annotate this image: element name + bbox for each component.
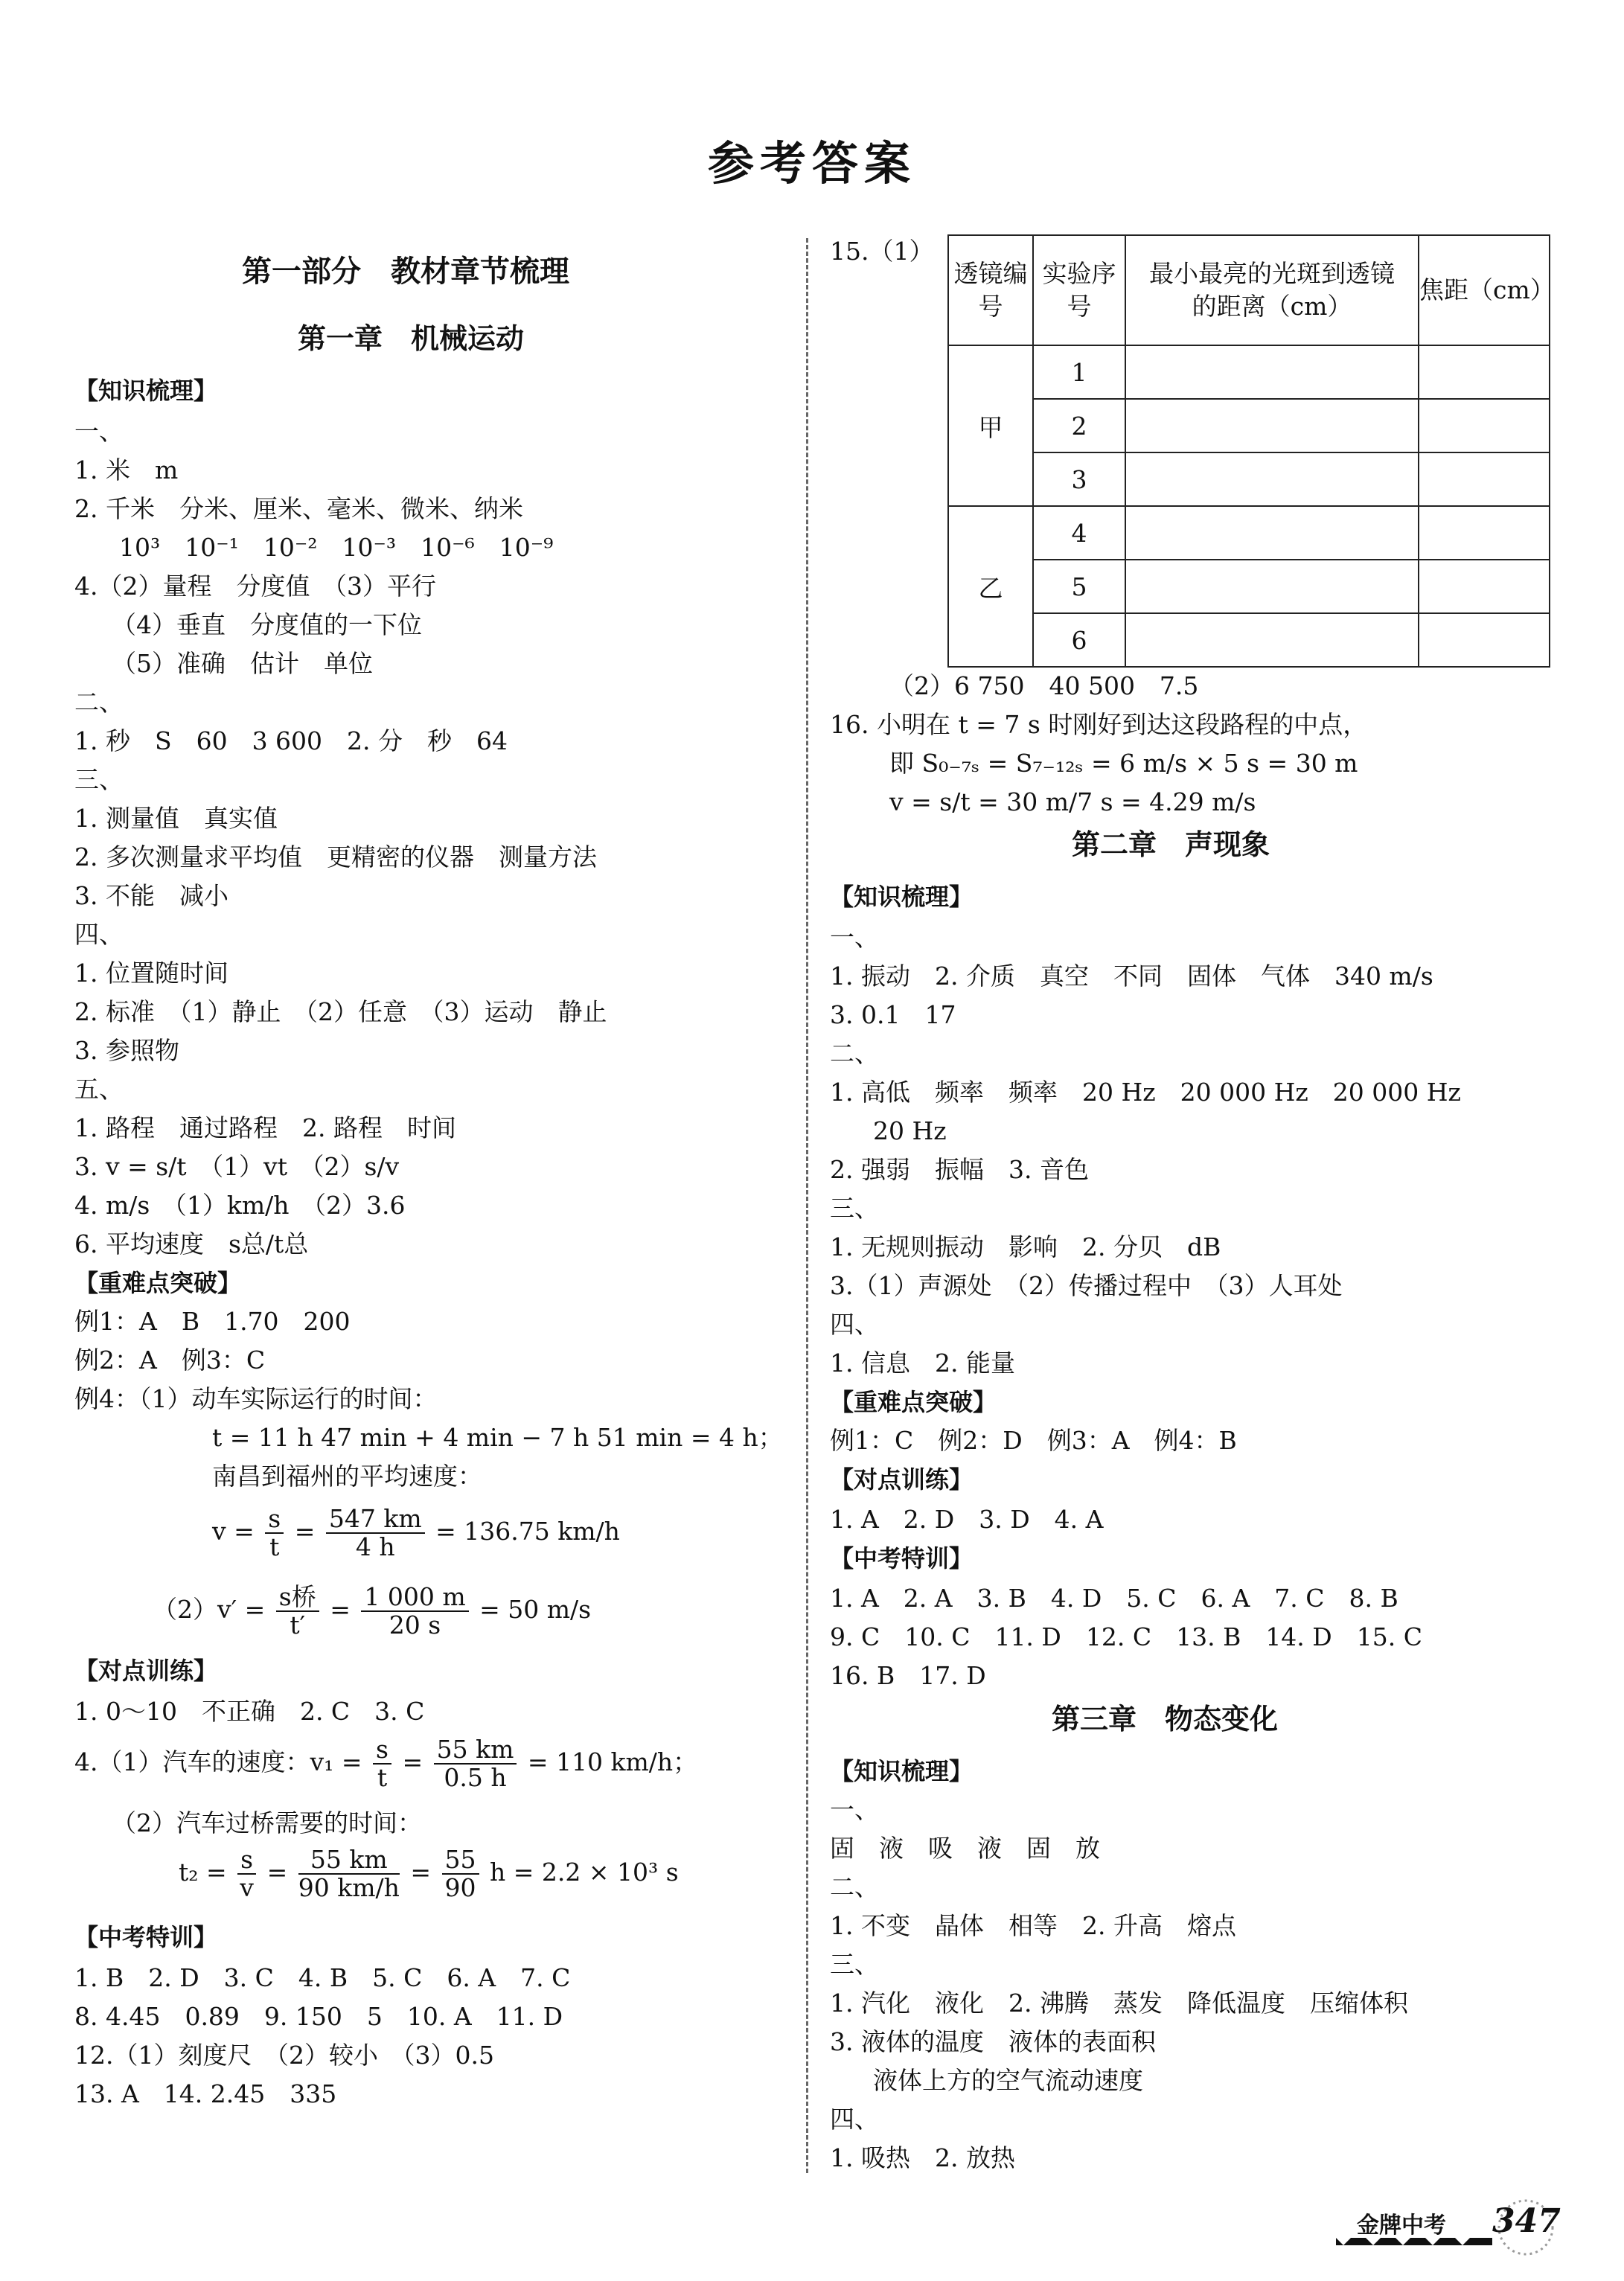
- text-line: 一、: [74, 417, 124, 446]
- text-line: （4）垂直 分度值的一下位: [112, 610, 422, 639]
- text-line: 2. 千米 分米、厘米、毫米、微米、纳米: [74, 494, 523, 523]
- text-line: 四、: [830, 2105, 879, 2134]
- text-line: 1. 高低 频率 频率 20 Hz 20 000 Hz 20 000 Hz: [830, 1078, 1461, 1107]
- text-line: t = 11 h 47 min + 4 min − 7 h 51 min = 4 h；: [212, 1423, 783, 1452]
- equation: 4.（1）汽车的速度：v₁ = $\frac{s}{t}$ = $\frac{55 km}{0.5 h}$ = 110 km/h；: [74, 1735, 698, 1792]
- table-cell: [1419, 613, 1550, 667]
- page-footer: [1336, 2199, 1559, 2262]
- text-line: 三、: [74, 765, 124, 794]
- table-cell: [1125, 452, 1419, 506]
- section-label: 【重难点突破】: [830, 1388, 997, 1416]
- text-line: 3. v = s/t （1）vt （2）s/v: [74, 1152, 400, 1181]
- text-line: 四、: [830, 1310, 879, 1339]
- table-cell: [1125, 506, 1419, 560]
- chapter-heading: 第一章 机械运动: [298, 321, 525, 355]
- text-line: 1. A 2. D 3. D 4. A: [830, 1505, 1104, 1534]
- text-line: 二、: [830, 1039, 879, 1068]
- text-line: 1. 不变 晶体 相等 2. 升高 熔点: [830, 1911, 1236, 1940]
- section-label: 【知识梳理】: [74, 377, 218, 405]
- footer-brand: 金牌中考: [1357, 2213, 1446, 2239]
- text-line: 1. 汽化 液化 2. 沸腾 蒸发 降低温度 压缩体积: [830, 1989, 1408, 2018]
- text-line: 南昌到福州的平均速度：: [212, 1462, 482, 1491]
- text-line: 1. 测量值 真实值: [74, 804, 278, 833]
- text-line: 2. 标准 （1）静止 （2）任意 （3）运动 静止: [74, 997, 607, 1026]
- text-line: 3.（1）声源处 （2）传播过程中 （3）人耳处: [830, 1271, 1343, 1300]
- lens-table: [947, 234, 1555, 668]
- text-line: 1. A 2. A 3. B 4. D 5. C 6. A 7. C 8. B: [830, 1584, 1398, 1613]
- text-line: 1. B 2. D 3. C 4. B 5. C 6. A 7. C: [74, 1963, 571, 1992]
- part-heading: 第一部分 教材章节梳理: [242, 254, 569, 289]
- text-line: 8. 4.45 0.89 9. 150 5 10. A 11. D: [74, 2002, 563, 2031]
- text-line: 例1：A B 1.70 200: [74, 1307, 351, 1336]
- text-line: 四、: [74, 920, 124, 949]
- table-cell: [1419, 399, 1550, 452]
- text-line: 1. 0～10 不正确 2. C 3. C: [74, 1697, 425, 1726]
- text-line: 即 S₀₋₇ₛ = S₇₋₁₂ₛ = 6 m/s × 5 s = 30 m: [889, 749, 1358, 778]
- table-cell: [1419, 345, 1550, 399]
- text-line: 二、: [74, 688, 124, 717]
- table-cell: [1419, 506, 1550, 560]
- table-header: 透镜编号: [948, 235, 1033, 345]
- text-line: （2）汽车过桥需要的时间：: [112, 1808, 422, 1837]
- text-line: 2. 多次测量求平均值 更精密的仪器 测量方法: [74, 842, 597, 871]
- table-header: 实验序号: [1033, 235, 1125, 345]
- text-line: 五、: [74, 1075, 124, 1104]
- text-line: 2. 强弱 振幅 3. 音色: [830, 1155, 1089, 1184]
- equation: v = $\frac{s}{t}$ = $\frac{547 km}{4 h}$ = 136.75 km/h: [212, 1504, 620, 1561]
- table-header: 最小最亮的光斑到透镜的距离（cm）: [1125, 235, 1419, 345]
- text-line: 3. 液体的温度 液体的表面积: [830, 2027, 1156, 2056]
- text-line: 4. m/s （1）km/h （2）3.6: [74, 1191, 406, 1220]
- table-header: 焦距（cm）: [1419, 235, 1550, 345]
- text-line: 12.（1）刻度尺 （2）较小 （3）0.5: [74, 2041, 494, 2070]
- text-line: v = s/t = 30 m/7 s = 4.29 m/s: [889, 787, 1256, 816]
- text-line: 一、: [830, 923, 879, 952]
- text-line: 16. B 17. D: [830, 1661, 986, 1690]
- table-cell: 2: [1033, 399, 1125, 452]
- table-cell: [1125, 399, 1419, 452]
- text-line: 1. 振动 2. 介质 真空 不同 固体 气体 340 m/s: [830, 962, 1433, 991]
- text-line: 例1：C 例2：D 例3：A 例4：B: [830, 1426, 1237, 1455]
- text-line: 三、: [830, 1194, 879, 1223]
- text-line: 固 液 吸 液 固 放: [830, 1834, 1100, 1863]
- text-line: 1. 路程 通过路程 2. 路程 时间: [74, 1113, 456, 1142]
- text-line: 10³ 10⁻¹ 10⁻² 10⁻³ 10⁻⁶ 10⁻⁹: [119, 533, 554, 562]
- text-line: 3. 不能 减小: [74, 881, 228, 910]
- page-number: 347: [1492, 2202, 1561, 2240]
- table-cell: [1125, 560, 1419, 613]
- table-cell: [1419, 560, 1550, 613]
- table-cell: [1125, 613, 1419, 667]
- text-line: 1. 秒 S 60 3 600 2. 分 秒 64: [74, 726, 508, 755]
- table-cell: 甲: [948, 345, 1033, 506]
- text-line: 液体上方的空气流动速度: [873, 2066, 1143, 2095]
- question-number: 15.（1）: [830, 237, 934, 266]
- text-line: 16. 小明在 t = 7 s 时刚好到达这段路程的中点，: [830, 710, 1368, 739]
- text-line: 1. 吸热 2. 放热: [830, 2143, 1015, 2172]
- chapter-heading: 第三章 物态变化: [1052, 1702, 1279, 1735]
- table-cell: [1125, 345, 1419, 399]
- text-line: 1. 信息 2. 能量: [830, 1349, 1015, 1378]
- text-line: （5）准确 估计 单位: [112, 649, 373, 678]
- table-cell: 4: [1033, 506, 1125, 560]
- text-line: 13. A 14. 2.45 335: [74, 2079, 337, 2108]
- section-label: 【中考特训】: [74, 1923, 218, 1951]
- text-line: 20 Hz: [873, 1116, 947, 1145]
- equation: （2）v′ = $\frac{\text{s桥}}{t'}$ = $\frac{1 000 m}{20 s}$ = 50 m/s: [153, 1582, 592, 1639]
- text-line: 1. 无规则振动 影响 2. 分贝 dB: [830, 1232, 1221, 1261]
- text-line: 1. 米 m: [74, 455, 179, 484]
- table-cell: 5: [1033, 560, 1125, 613]
- section-label: 【知识梳理】: [830, 883, 974, 911]
- section-label: 【对点训练】: [830, 1465, 974, 1494]
- table-cell: 6: [1033, 613, 1125, 667]
- text-line: 二、: [830, 1872, 879, 1901]
- section-label: 【中考特训】: [830, 1544, 974, 1573]
- text-line: 3. 参照物: [74, 1036, 179, 1065]
- chapter-heading: 第二章 声现象: [1072, 828, 1270, 861]
- text-line: 三、: [830, 1950, 879, 1979]
- text-line: 3. 0.1 17: [830, 1000, 956, 1029]
- text-line: 例4：（1）动车实际运行的时间：: [74, 1384, 438, 1413]
- table-cell: 乙: [948, 506, 1033, 667]
- section-label: 【知识梳理】: [830, 1757, 974, 1785]
- table-cell: [1419, 452, 1550, 506]
- text-line: 9. C 10. C 11. D 12. C 13. B 14. D 15. C: [830, 1622, 1422, 1651]
- text-line: 6. 平均速度 s总/t总: [74, 1229, 309, 1258]
- text-line: （2）6 750 40 500 7.5: [889, 671, 1199, 700]
- text-line: 一、: [830, 1795, 879, 1824]
- table-cell: 3: [1033, 452, 1125, 506]
- column-divider: [806, 238, 808, 2173]
- section-label: 【对点训练】: [74, 1657, 218, 1685]
- section-label: 【重难点突破】: [74, 1269, 242, 1297]
- table-cell: 1: [1033, 345, 1125, 399]
- page-title: 参考答案: [707, 136, 916, 191]
- text-line: 1. 位置随时间: [74, 959, 228, 988]
- text-line: 4.（2）量程 分度值 （3）平行: [74, 572, 436, 601]
- text-line: 例2：A 例3：C: [74, 1346, 266, 1375]
- equation: t₂ = $\frac{s}{v}$ = $\frac{55 km}{90 km/h}$ = $\frac{55}{90}$ h = 2.2 × 10³ s: [179, 1845, 679, 1902]
